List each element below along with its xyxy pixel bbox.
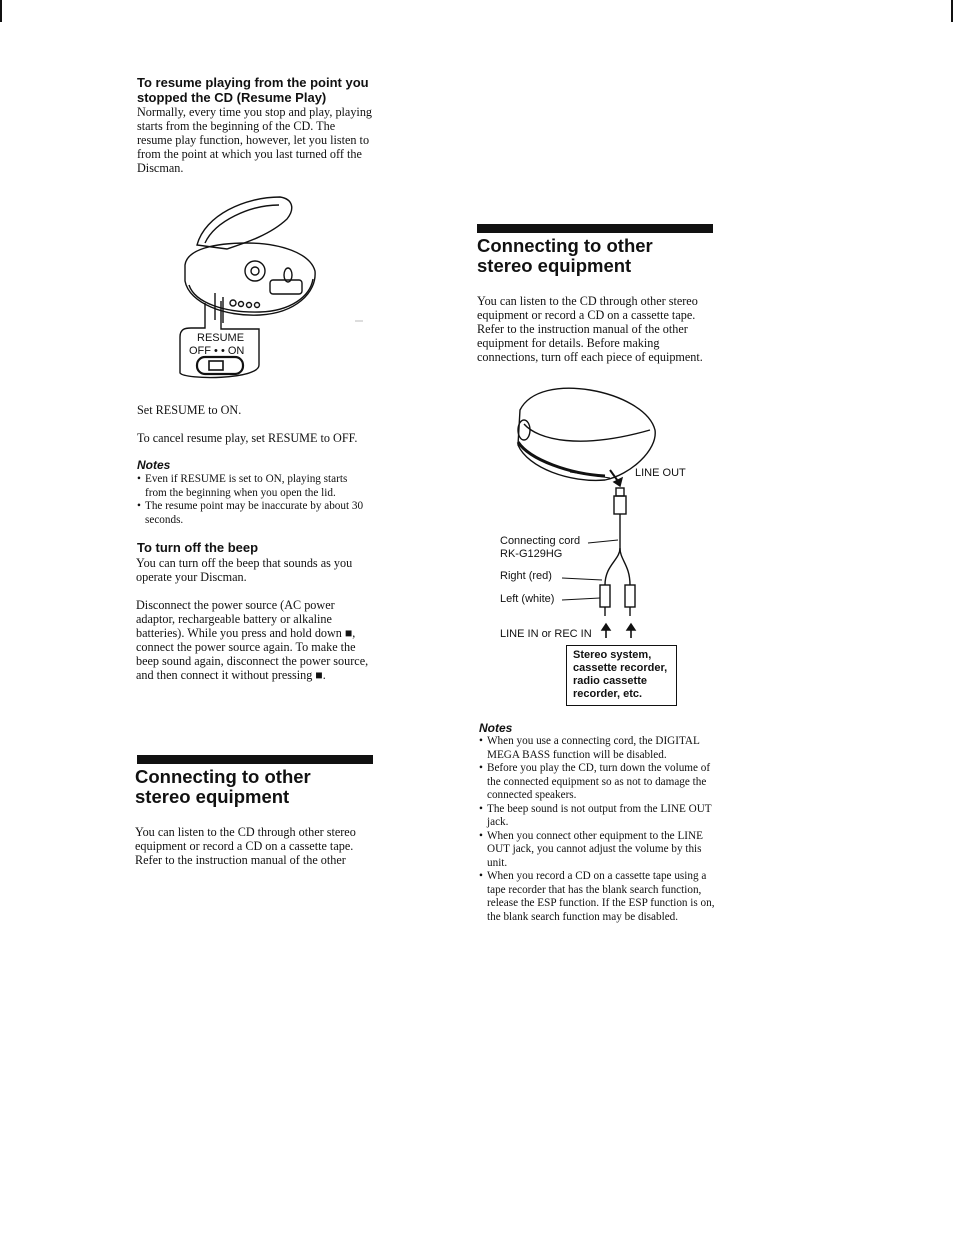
right-notes-list xyxy=(479,735,719,924)
resume-switch-label: RESUME xyxy=(197,332,245,344)
set-resume-text: Set RESUME to ON. xyxy=(137,403,242,417)
connecting-cord-label: Connecting cord xyxy=(500,535,581,547)
right-page-edge xyxy=(951,0,953,22)
note-item: • When you connect other equipment to the LINE OUT jack, you cannot adjust the volume by this unit. xyxy=(479,830,719,871)
left-page-edge xyxy=(0,0,2,22)
right-connecting-body: You can listen to the CD through other stereo equipment or record a CD on a cassette tape. Refer to the instruction manual of the other equipment for details. Before making connections, turn off each piece of equipment. xyxy=(477,294,703,364)
right-section-rule xyxy=(477,224,713,233)
resume-switch-positions: OFF • • ON xyxy=(189,345,245,357)
resume-body: Normally, every time you stop and play, playing starts from the beginning of the CD. The resume play function, however, let you listen to from the point at which you last turned off the Discman. xyxy=(137,105,373,175)
left-notes-list xyxy=(137,473,369,527)
right-red-label: Right (red) xyxy=(500,570,552,582)
note-item: • The resume point may be inaccurate by about 30 seconds. xyxy=(137,500,369,527)
right-connecting-heading: Connecting to other stereo equipment xyxy=(477,235,653,276)
stereo-system-box xyxy=(566,645,677,706)
left-notes-title: Notes xyxy=(137,458,171,472)
note-item: • When you use a connecting cord, the DIGITAL MEGA BASS function will be disabled. xyxy=(479,735,719,762)
stereo-system-box-text: Stereo system, cassette recorder, radio cassette recorder, etc. xyxy=(573,649,668,700)
note-item: • The beep sound is not output from the LINE OUT jack. xyxy=(479,803,719,830)
left-section-rule xyxy=(137,755,373,764)
resume-heading: To resume playing from the point you stopped the CD (Resume Play) xyxy=(137,75,369,105)
right-notes-title: Notes xyxy=(479,721,513,735)
beep-heading: To turn off the beep xyxy=(137,540,259,555)
left-connecting-heading: Connecting to other stereo equipment xyxy=(135,766,311,807)
note-item: • Before you play the CD, turn down the volume of the connected equipment so as not to damage the connected speakers. xyxy=(479,762,719,803)
left-connecting-body: You can listen to the CD through other stereo equipment or record a CD on a cassette tape. Refer to the instruction manual of the other xyxy=(135,825,356,867)
cancel-resume-text: To cancel resume play, set RESUME to OFF. xyxy=(137,431,358,445)
line-out-label: LINE OUT xyxy=(635,467,686,479)
beep-body: You can turn off the beep that sounds as you operate your Discman. xyxy=(136,556,353,584)
beep-body-2: Disconnect the power source (AC power adaptor, rechargeable battery or alkaline batteries). While you press and hold down ■, connect the power source again. To make the beep sound again, disconnect the power source, and then connect it without pressing ■. xyxy=(136,598,369,682)
left-white-label: Left (white) xyxy=(500,593,555,605)
note-item: • When you record a CD on a cassette tape using a tape recorder that has the blank search function, release the ESP function. If the ESP function is on, the blank search function may be disabled. xyxy=(479,870,719,924)
cord-model-label: RK-G129HG xyxy=(500,548,563,560)
note-item: • Even if RESUME is set to ON, playing starts from the beginning when you open the lid. xyxy=(137,473,369,500)
line-in-label: LINE IN or REC IN xyxy=(500,628,592,640)
discman-resume-illustration xyxy=(175,185,375,390)
